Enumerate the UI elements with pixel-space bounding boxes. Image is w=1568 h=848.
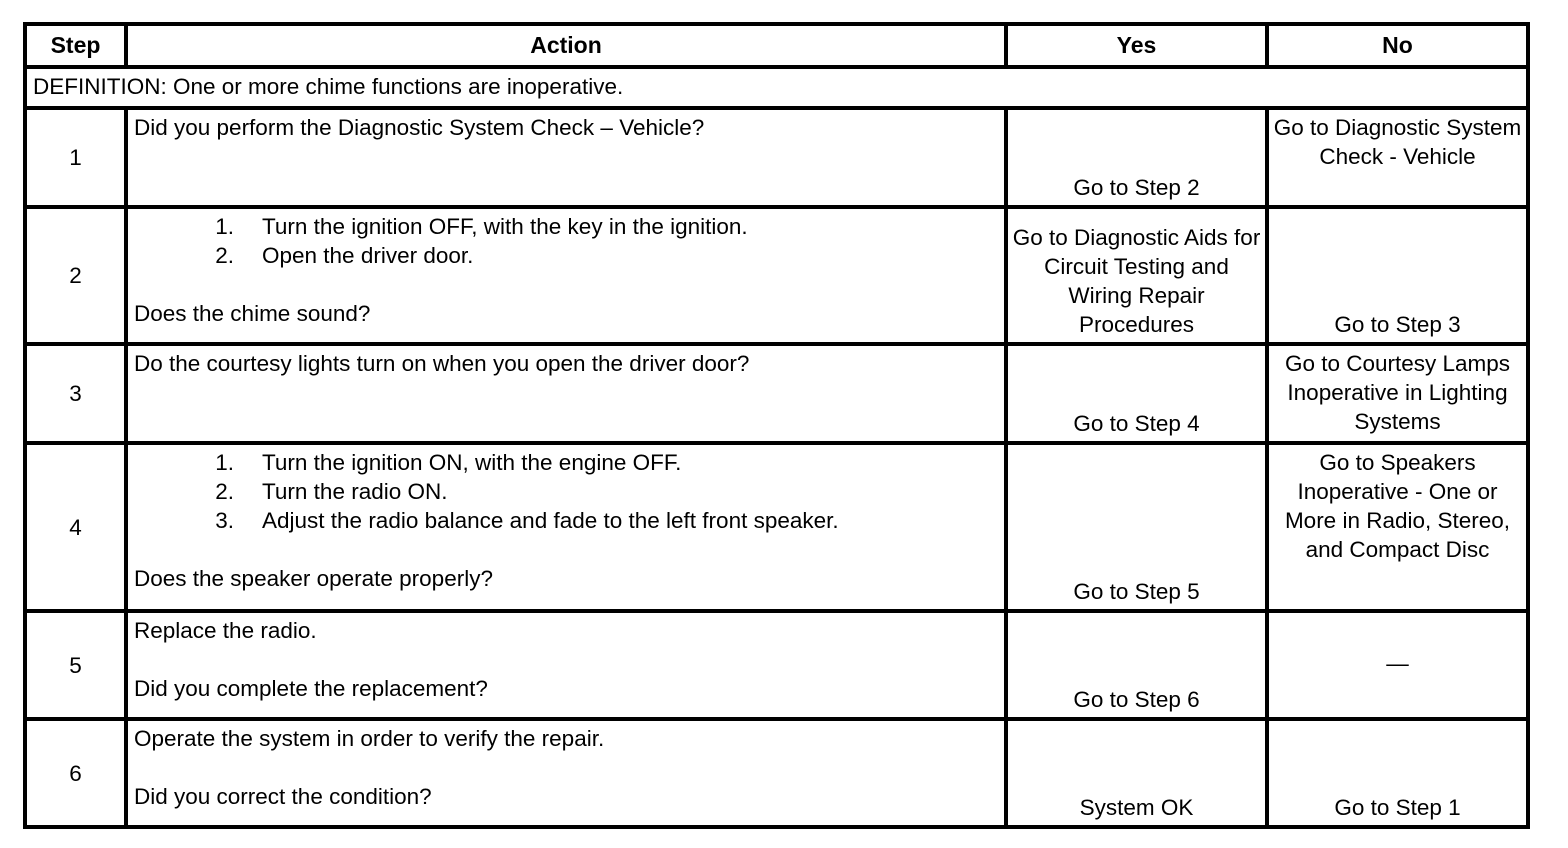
action-question: Do the courtesy lights turn on when you open the driver door? xyxy=(134,351,750,376)
action-cell xyxy=(126,443,1006,611)
action-question: Does the speaker operate properly? xyxy=(134,566,493,591)
yes-result: Go to Step 5 xyxy=(1006,443,1267,611)
step-number: 5 xyxy=(25,611,126,719)
no-result: Go to Speakers Inoperative - One or More in Radio, Stereo, and Compact Disc xyxy=(1267,443,1528,611)
table-row xyxy=(25,719,1528,827)
yes-result: Go to Diagnostic Aids for Circuit Testing and Wiring Repair Procedures xyxy=(1006,207,1267,344)
step-number: 1 xyxy=(25,108,126,207)
header-step: Step xyxy=(25,24,126,67)
action-cell xyxy=(126,719,1006,827)
header-yes: Yes xyxy=(1006,24,1267,67)
header-row xyxy=(25,24,1528,67)
list-item xyxy=(134,506,998,535)
no-result: Go to Step 1 xyxy=(1267,719,1528,827)
action-text: Operate the system in order to verify the repair. xyxy=(134,726,605,751)
action-cell xyxy=(126,207,1006,344)
list-item-text: Turn the ignition OFF, with the key in the ignition. xyxy=(262,214,748,239)
list-item xyxy=(134,241,998,270)
step-number: 6 xyxy=(25,719,126,827)
yes-result: System OK xyxy=(1006,719,1267,827)
action-question: Did you perform the Diagnostic System Check – Vehicle? xyxy=(134,115,705,140)
action-question: Does the chime sound? xyxy=(134,301,371,326)
list-item-number: 2. xyxy=(215,243,234,268)
table-row xyxy=(25,611,1528,719)
definition-text: DEFINITION: One or more chime functions are inoperative. xyxy=(25,67,1528,108)
list-item xyxy=(134,212,998,241)
yes-result: Go to Step 2 xyxy=(1006,108,1267,207)
action-list xyxy=(134,448,998,535)
list-item-text: Open the driver door. xyxy=(262,243,474,268)
definition-row xyxy=(25,67,1528,108)
table-row xyxy=(25,207,1528,344)
table-row xyxy=(25,108,1528,207)
table-row xyxy=(25,344,1528,443)
action-cell xyxy=(126,611,1006,719)
list-item xyxy=(134,477,998,506)
step-number: 4 xyxy=(25,443,126,611)
step-number: 3 xyxy=(25,344,126,443)
diagnostic-table xyxy=(23,22,1530,829)
list-item-text: Adjust the radio balance and fade to the left front speaker. xyxy=(262,508,839,533)
list-item xyxy=(134,448,998,477)
no-result: Go to Courtesy Lamps Inoperative in Lighting Systems xyxy=(1267,344,1528,443)
action-list xyxy=(134,212,998,270)
list-item-number: 3. xyxy=(215,508,234,533)
no-result: Go to Step 3 xyxy=(1267,207,1528,344)
list-item-text: Turn the ignition ON, with the engine OFF. xyxy=(262,450,682,475)
yes-result: Go to Step 6 xyxy=(1006,611,1267,719)
list-item-text: Turn the radio ON. xyxy=(262,479,448,504)
header-action: Action xyxy=(126,24,1006,67)
action-question: Did you complete the replacement? xyxy=(134,676,488,701)
no-result: — xyxy=(1267,611,1528,719)
action-text: Replace the radio. xyxy=(134,618,317,643)
no-result: Go to Diagnostic System Check - Vehicle xyxy=(1267,108,1528,207)
action-cell xyxy=(126,344,1006,443)
table-row xyxy=(25,443,1528,611)
list-item-number: 1. xyxy=(215,450,234,475)
list-item-number: 2. xyxy=(215,479,234,504)
step-number: 2 xyxy=(25,207,126,344)
action-cell xyxy=(126,108,1006,207)
action-question: Did you correct the condition? xyxy=(134,784,432,809)
list-item-number: 1. xyxy=(215,214,234,239)
header-no: No xyxy=(1267,24,1528,67)
yes-result: Go to Step 4 xyxy=(1006,344,1267,443)
